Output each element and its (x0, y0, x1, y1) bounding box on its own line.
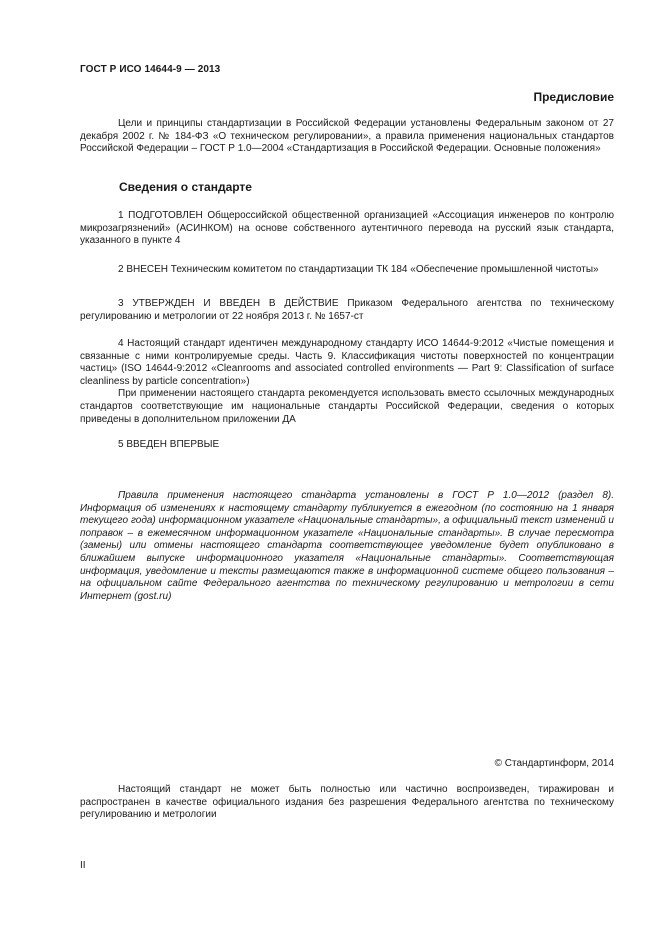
item-2-paragraph: 2 ВНЕСЕН Техническим комитетом по стандартизации ТК 184 «Обеспечение промышленной чистоты» (118, 264, 599, 275)
copyright-line: © Стандартинформ, 2014 (494, 758, 614, 769)
foreword-title: Предисловие (533, 90, 614, 104)
standard-code-header: ГОСТ Р ИСО 14644-9 — 2013 (80, 64, 221, 75)
item-4-paragraph: 4 Настоящий стандарт идентичен международному стандарту ИСО 14644-9:2012 «Чистые помещения и связанные с ними контролируемые среды. Часть 9. Классификация чистоты поверхностей по концентрации частиц» (ISO 14644-9:2012 «Cleanrooms and associated controlled environments — Part 9: Classification of surface cleanliness by particle concentration») (80, 338, 614, 387)
item-2-block (80, 264, 614, 277)
item-5-block (80, 439, 614, 452)
foreword-intro-paragraph: Цели и принципы стандартизации в Российской Федерации установлены Федеральным законом от 27 декабря 2002 г. № 184-ФЗ «О техническом регулировании», а правила применения национальных стандартов Российской Федерации – ГОСТ Р 1.0—2004 «Стандартизация в Российской Федерации. Основные положения» (80, 118, 614, 155)
item-1-block (80, 210, 614, 248)
item-1-paragraph: 1 ПОДГОТОВЛЕН Общероссийской общественной организацией «Ассоциация инженеров по контролю микрозагрязнений» (АСИНКОМ) на основе собственного аутентичного перевода на русский язык стандарта, указанного в пункте 4 (80, 210, 614, 247)
item-4-note-paragraph: При применении настоящего стандарта рекомендуется использовать вместо ссылочных международных стандартов соответствующие им национальные стандарты Российской Федерации, сведения о которых приведены в дополнительном приложении ДА (80, 388, 614, 425)
reproduction-notice-paragraph: Настоящий стандарт не может быть полностью или частично воспроизведен, тиражирован и распространен в качестве официального издания без разрешения Федерального агентства по техническому регулированию и метрологии (80, 784, 614, 821)
item-5-paragraph: 5 ВВЕДЕН ВПЕРВЫЕ (118, 439, 220, 450)
rules-notice-block (80, 490, 614, 603)
standard-info-title: Сведения о стандарте (119, 180, 252, 194)
reproduction-notice-block (80, 784, 614, 822)
item-3-block (80, 298, 614, 323)
rules-notice-paragraph: Правила применения настоящего стандарта установлены в ГОСТ Р 1.0—2012 (раздел 8). Информация об изменениях к настоящему стандарту публикуется в ежегодном (по состоянию на 1 января текущего года) информационном указателе «Национальные стандарты», а официальный текст изменений и поправок – в ежемесячном информационном указателе «Национальные стандарты». В случае пересмотра (замены) или отмены настоящего стандарта соответствующее уведомление будет опубликовано в ближайшем выпуске информационного указателя «Национальные стандарты». Соответствующая информация, уведомление и тексты размещаются также в информационной системе общего пользования – на официальном сайте Федерального агентства по техническому регулированию и метрологии в сети Интернет (gost.ru) (80, 490, 614, 602)
item-4-block (80, 338, 614, 426)
foreword-intro-block (80, 118, 614, 156)
page-number: II (80, 860, 86, 871)
item-3-paragraph: 3 УТВЕРЖДЕН И ВВЕДЕН В ДЕЙСТВИЕ Приказом Федерального агентства по техническому регулированию и метрологии от 22 ноября 2013 г. № 1657-ст (80, 298, 614, 322)
